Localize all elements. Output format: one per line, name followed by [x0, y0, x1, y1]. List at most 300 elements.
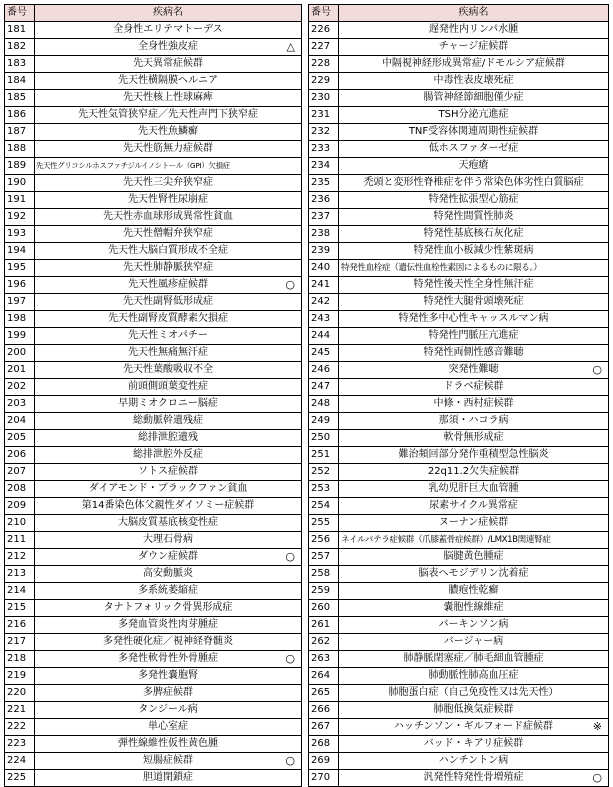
- table-row: [5, 158, 302, 175]
- table-body-left: [5, 22, 302, 787]
- table-row: [309, 770, 609, 787]
- disease-name-cell: [339, 243, 609, 260]
- disease-name-cell: [339, 668, 609, 685]
- table-row: [309, 124, 609, 141]
- row-number: 188: [5, 141, 35, 158]
- table-row: [5, 90, 302, 107]
- table-row: [5, 685, 302, 702]
- row-number: 220: [5, 685, 35, 702]
- disease-name: 先天性腎性尿崩症: [128, 194, 208, 205]
- row-number: 227: [309, 39, 339, 56]
- disease-name: 嚢胞性線維症: [443, 602, 504, 613]
- disease-name-cell: [35, 90, 302, 107]
- table-row: [5, 447, 302, 464]
- row-number: 268: [309, 736, 339, 753]
- row-number: 245: [309, 345, 339, 362]
- row-number: 236: [309, 192, 339, 209]
- disease-name: 前頭側頭葉変性症: [128, 381, 208, 392]
- row-number: 269: [309, 753, 339, 770]
- disease-name-cell: [35, 498, 302, 515]
- disease-name: タンジール病: [138, 704, 198, 715]
- table-row: [309, 515, 609, 532]
- table-row: [309, 73, 609, 90]
- row-number: 181: [5, 22, 35, 39]
- disease-name: 軟骨無形成症: [443, 432, 504, 443]
- disease-name: 汎発性特発性骨増殖症: [423, 772, 524, 783]
- disease-name-cell: [35, 362, 302, 379]
- disease-name-cell: [35, 430, 302, 447]
- disease-name-cell: [339, 175, 609, 192]
- table-row: [309, 532, 609, 549]
- table-row: [309, 328, 609, 345]
- row-number: 191: [5, 192, 35, 209]
- disease-name-cell: [339, 209, 609, 226]
- disease-name-cell: [35, 209, 302, 226]
- disease-name: ダイアモンド・ブラックファン貧血: [88, 483, 248, 494]
- disease-name-cell: [35, 447, 302, 464]
- table-row: [309, 430, 609, 447]
- disease-name-cell: [339, 379, 609, 396]
- disease-name: 先天性グリコシルホスファチジルイノシトール（GPI）欠損症: [36, 161, 230, 170]
- disease-name-cell: [35, 107, 302, 124]
- table-row: [5, 39, 302, 56]
- disease-name: 特発性拡張型心筋症: [428, 194, 519, 205]
- table-row: [5, 379, 302, 396]
- disease-name-cell: [35, 668, 302, 685]
- table-row: [5, 583, 302, 600]
- table-row: [309, 362, 609, 379]
- disease-name: ネイルパテラ症候群（爪膝蓋骨症候群）/LMX1B関連腎症: [341, 535, 551, 545]
- disease-name: 特発性多中心性キャッスルマン病: [398, 313, 549, 324]
- disease-name-cell: [35, 600, 302, 617]
- disease-name: ヌーナン症候群: [438, 517, 509, 528]
- row-number: 202: [5, 379, 35, 396]
- table-row: [5, 311, 302, 328]
- row-number: 262: [309, 634, 339, 651]
- disease-name: 先天性葉酸吸収不全: [123, 364, 213, 375]
- table-row: [309, 243, 609, 260]
- disease-name: 中毒性表皮壊死症: [433, 75, 514, 86]
- disease-name: 総動脈幹遺残症: [133, 415, 203, 426]
- table-header-row: [309, 5, 609, 22]
- table-row: [309, 736, 609, 753]
- row-number: 252: [309, 464, 339, 481]
- disease-name-cell: [35, 753, 302, 770]
- disease-name: 先天性三尖弁狭窄症: [123, 177, 213, 188]
- table-row: [309, 549, 609, 566]
- table-row: [5, 702, 302, 719]
- disease-name-cell: [35, 243, 302, 260]
- disease-name: 腸管神経節細胞僅少症: [423, 92, 524, 103]
- row-number: 207: [5, 464, 35, 481]
- table-row: [5, 22, 302, 39]
- disease-name-cell: [35, 294, 302, 311]
- disease-name: バッド・キアリ症候群: [423, 738, 524, 749]
- row-number: 216: [5, 617, 35, 634]
- disease-name: 総排泄腔外反症: [133, 449, 203, 460]
- disease-name: 大理石骨病: [143, 534, 193, 545]
- disease-name-cell: [35, 566, 302, 583]
- table-row: [5, 226, 302, 243]
- disease-name: 先天性僧帽弁狭窄症: [123, 228, 213, 239]
- disease-name-cell: [35, 158, 302, 175]
- table-row: [309, 56, 609, 73]
- note-mark: ○: [285, 550, 295, 563]
- disease-name: 短腸症候群: [143, 755, 193, 766]
- row-number: 229: [309, 73, 339, 90]
- disease-name: 中隔視神経形成異常症/ドモルシア症候群: [381, 58, 566, 69]
- row-number: 196: [5, 277, 35, 294]
- row-number: 242: [309, 294, 339, 311]
- disease-name-cell: [35, 277, 302, 294]
- disease-name-cell: [339, 141, 609, 158]
- disease-name: 先天性副腎低形成症: [123, 296, 213, 307]
- disease-name: 遅発性内リンパ水腫: [428, 24, 519, 35]
- row-number: 263: [309, 651, 339, 668]
- disease-name: TNF受容体関連周期性症候群: [408, 126, 539, 137]
- note-mark: ○: [592, 363, 602, 376]
- table-row: [5, 243, 302, 260]
- disease-name: 先天性赤血球形成異常性貧血: [103, 211, 233, 222]
- header-disease-name: 疾病名: [339, 5, 609, 22]
- disease-name-cell: [35, 345, 302, 362]
- row-number: 206: [5, 447, 35, 464]
- row-number: 239: [309, 243, 339, 260]
- table-row: [5, 209, 302, 226]
- disease-name-cell: [339, 430, 609, 447]
- disease-name: 先天性副腎皮質酵素欠損症: [108, 313, 228, 324]
- row-number: 249: [309, 413, 339, 430]
- disease-name: 天疱瘡: [458, 160, 489, 171]
- table-row: [309, 158, 609, 175]
- row-number: 225: [5, 770, 35, 787]
- disease-name: 単心室症: [148, 721, 188, 732]
- table-row: [5, 532, 302, 549]
- row-number: 255: [309, 515, 339, 532]
- disease-name: 多系統萎縮症: [138, 585, 198, 596]
- disease-name-cell: [35, 532, 302, 549]
- table-row: [309, 22, 609, 39]
- row-number: 258: [309, 566, 339, 583]
- table-row: [309, 583, 609, 600]
- disease-name: 大脳皮質基底核変性症: [118, 517, 218, 528]
- disease-name: 尿素サイクル異常症: [429, 500, 518, 511]
- table-row: [309, 600, 609, 617]
- table-row: [309, 566, 609, 583]
- row-number: 264: [309, 668, 339, 685]
- disease-name-cell: [339, 583, 609, 600]
- table-row: [309, 209, 609, 226]
- table-header-row: [5, 5, 302, 22]
- table-row: [309, 447, 609, 464]
- disease-name-cell: [35, 685, 302, 702]
- disease-name-cell: [339, 634, 609, 651]
- row-number: 267: [309, 719, 339, 736]
- disease-name: 22q11.2欠失症候群: [427, 466, 520, 477]
- disease-name-cell: [35, 515, 302, 532]
- disease-name-cell: [35, 770, 302, 787]
- table-row: [5, 277, 302, 294]
- row-number: 228: [309, 56, 339, 73]
- table-row: [309, 192, 609, 209]
- note-mark: ○: [592, 771, 602, 784]
- disease-name-cell: [339, 464, 609, 481]
- row-number: 193: [5, 226, 35, 243]
- disease-name: 先天性風疹症候群: [128, 279, 208, 290]
- note-mark: ○: [285, 652, 295, 665]
- header-number: 番号: [309, 5, 339, 22]
- row-number: 254: [309, 498, 339, 515]
- disease-name: 多発血管炎性肉芽腫症: [118, 619, 218, 630]
- disease-name-cell: [35, 56, 302, 73]
- row-number: 204: [5, 413, 35, 430]
- table-row: [5, 413, 302, 430]
- row-number: 266: [309, 702, 339, 719]
- disease-name: チャージ症候群: [438, 41, 509, 52]
- disease-name-cell: [339, 39, 609, 56]
- disease-name-cell: [35, 719, 302, 736]
- note-mark: △: [286, 40, 295, 53]
- disease-name: 多発性硬化症／視神経脊髄炎: [103, 636, 233, 647]
- disease-name: ダウン症候群: [138, 551, 198, 562]
- disease-name: 弾性線維性仮性黄色腫: [118, 738, 218, 749]
- disease-name-cell: [339, 158, 609, 175]
- disease-name-cell: [339, 56, 609, 73]
- disease-name-cell: [35, 192, 302, 209]
- row-number: 184: [5, 73, 35, 90]
- disease-name: 先天性横隔膜ヘルニア: [118, 75, 218, 86]
- table-row: [5, 260, 302, 277]
- table-row: [5, 566, 302, 583]
- table-row: [5, 430, 302, 447]
- row-number: 231: [309, 107, 339, 124]
- row-number: 235: [309, 175, 339, 192]
- row-number: 194: [5, 243, 35, 260]
- table-row: [5, 294, 302, 311]
- disease-name-cell: [339, 294, 609, 311]
- table-row: [309, 175, 609, 192]
- disease-name: 多発性軟骨性外骨腫症: [118, 653, 218, 664]
- row-number: 248: [309, 396, 339, 413]
- disease-name: 先天性筋無力症候群: [123, 143, 213, 154]
- row-number: 243: [309, 311, 339, 328]
- table-row: [5, 192, 302, 209]
- row-number: 237: [309, 209, 339, 226]
- row-number: 253: [309, 481, 339, 498]
- disease-name-cell: [339, 617, 609, 634]
- disease-name-cell: [35, 549, 302, 566]
- disease-name: バージャー病: [443, 636, 504, 647]
- disease-name-cell: [339, 719, 609, 736]
- disease-name: 那須・ハコラ病: [438, 415, 509, 426]
- disease-name-cell: [339, 192, 609, 209]
- table-row: [5, 600, 302, 617]
- table-row: [5, 124, 302, 141]
- row-number: 215: [5, 600, 35, 617]
- note-mark: ○: [285, 278, 295, 291]
- disease-name-cell: [339, 396, 609, 413]
- row-number: 222: [5, 719, 35, 736]
- table-row: [5, 396, 302, 413]
- disease-name-cell: [35, 379, 302, 396]
- disease-name: 肺胞蛋白症（自己免疫性又は先天性）: [388, 687, 559, 698]
- disease-name-cell: [339, 345, 609, 362]
- disease-name: 特発性門脈圧亢進症: [428, 330, 519, 341]
- disease-name: ハッチンソン・ギルフォード症候群: [394, 721, 553, 732]
- row-number: 238: [309, 226, 339, 243]
- table-row: [5, 345, 302, 362]
- disease-name-cell: [339, 22, 609, 39]
- disease-name: 肺胞低換気症候群: [433, 704, 514, 715]
- table-row: [309, 277, 609, 294]
- disease-name-cell: [339, 328, 609, 345]
- disease-name-cell: [339, 447, 609, 464]
- disease-name: 先天性核上性球麻痺: [123, 92, 213, 103]
- row-number: 203: [5, 396, 35, 413]
- table-row: [5, 56, 302, 73]
- disease-name-cell: [35, 481, 302, 498]
- disease-name-cell: [339, 736, 609, 753]
- disease-name-cell: [35, 396, 302, 413]
- row-number: 198: [5, 311, 35, 328]
- disease-name: 特発性血栓症（遺伝性血栓性素因によるものに限る。）: [341, 263, 542, 273]
- disease-name-cell: [339, 277, 609, 294]
- disease-name: 第14番染色体父親性ダイソミー症候群: [81, 500, 255, 511]
- disease-name-cell: [339, 124, 609, 141]
- disease-name-cell: [35, 464, 302, 481]
- disease-name: 脳腱黄色腫症: [443, 551, 504, 562]
- table-row: [309, 498, 609, 515]
- row-number: 250: [309, 430, 339, 447]
- disease-name-cell: [339, 753, 609, 770]
- row-number: 230: [309, 90, 339, 107]
- row-number: 205: [5, 430, 35, 447]
- table-row: [309, 651, 609, 668]
- disease-name: 総排泄腔遺残: [138, 432, 198, 443]
- header-disease-name: 疾病名: [35, 5, 302, 22]
- table-row: [5, 481, 302, 498]
- row-number: 247: [309, 379, 339, 396]
- document-page: [4, 4, 609, 784]
- disease-name: パーキンソン病: [438, 619, 509, 630]
- disease-name: 特発性基底核石灰化症: [423, 228, 524, 239]
- disease-name: タナトフォリック骨異形成症: [103, 602, 233, 613]
- table-row: [5, 770, 302, 787]
- row-number: 224: [5, 753, 35, 770]
- disease-name-cell: [35, 141, 302, 158]
- row-number: 251: [309, 447, 339, 464]
- row-number: 199: [5, 328, 35, 345]
- row-number: 223: [5, 736, 35, 753]
- disease-name-cell: [35, 260, 302, 277]
- table-row: [5, 175, 302, 192]
- table-row: [5, 362, 302, 379]
- disease-table-right: [308, 4, 609, 787]
- disease-name-cell: [339, 566, 609, 583]
- table-row: [5, 464, 302, 481]
- row-number: 192: [5, 209, 35, 226]
- disease-name-cell: [339, 413, 609, 430]
- disease-name-cell: [339, 90, 609, 107]
- table-row: [309, 481, 609, 498]
- disease-name-cell: [339, 532, 609, 549]
- disease-name: 突発性難聴: [448, 364, 499, 375]
- table-row: [309, 39, 609, 56]
- disease-name-cell: [339, 498, 609, 515]
- disease-name-cell: [339, 226, 609, 243]
- disease-name: 先天性無痛無汗症: [128, 347, 208, 358]
- disease-name: 先天性ミオパチー: [128, 330, 208, 341]
- row-number: 261: [309, 617, 339, 634]
- table-row: [309, 294, 609, 311]
- disease-name-cell: [339, 600, 609, 617]
- table-row: [309, 141, 609, 158]
- disease-name-cell: [35, 73, 302, 90]
- note-mark: ○: [285, 754, 295, 767]
- disease-name: 特発性間質性肺炎: [433, 211, 514, 222]
- disease-name-cell: [35, 328, 302, 345]
- disease-name-cell: [339, 362, 609, 379]
- row-number: 240: [309, 260, 339, 277]
- table-row: [309, 260, 609, 277]
- table-row: [5, 141, 302, 158]
- disease-name: ソトス症候群: [138, 466, 198, 477]
- row-number: 217: [5, 634, 35, 651]
- row-number: 195: [5, 260, 35, 277]
- disease-name: 胆道閉鎖症: [143, 772, 193, 783]
- table-row: [309, 719, 609, 736]
- table-row: [309, 345, 609, 362]
- row-number: 187: [5, 124, 35, 141]
- note-mark: ※: [592, 720, 602, 733]
- disease-name-cell: [339, 311, 609, 328]
- disease-name: 全身性エリテマトーデス: [113, 24, 223, 35]
- row-number: 189: [5, 158, 35, 175]
- row-number: 265: [309, 685, 339, 702]
- row-number: 226: [309, 22, 339, 39]
- table-row: [309, 379, 609, 396]
- disease-name-cell: [339, 770, 609, 787]
- disease-name: 多発性嚢胞腎: [138, 670, 198, 681]
- row-number: 197: [5, 294, 35, 311]
- disease-name: 先天性魚鱗癬: [138, 126, 198, 137]
- row-number: 244: [309, 328, 339, 345]
- row-number: 234: [309, 158, 339, 175]
- disease-name-cell: [35, 124, 302, 141]
- disease-name: 禿頭と変形性脊椎症を伴う常染色体劣性白質脳症: [363, 177, 584, 188]
- disease-name: 乳幼児肝巨大血管腫: [428, 483, 519, 494]
- table-row: [5, 719, 302, 736]
- row-number: 185: [5, 90, 35, 107]
- row-number: 232: [309, 124, 339, 141]
- table-row: [309, 396, 609, 413]
- row-number: 183: [5, 56, 35, 73]
- disease-name-cell: [35, 583, 302, 600]
- table-row: [5, 515, 302, 532]
- disease-name: ハンチントン病: [438, 755, 509, 766]
- disease-name-cell: [35, 413, 302, 430]
- disease-name: 特発性大腿骨頭壊死症: [423, 296, 524, 307]
- disease-name-cell: [35, 617, 302, 634]
- table-row: [309, 685, 609, 702]
- table-row: [5, 634, 302, 651]
- disease-name: TSH分泌亢進症: [438, 109, 509, 120]
- disease-name: 膿疱性乾癬: [448, 585, 499, 596]
- row-number: 221: [5, 702, 35, 719]
- disease-name-cell: [35, 175, 302, 192]
- disease-name: 肺動脈性肺高血圧症: [428, 670, 519, 681]
- table-row: [5, 549, 302, 566]
